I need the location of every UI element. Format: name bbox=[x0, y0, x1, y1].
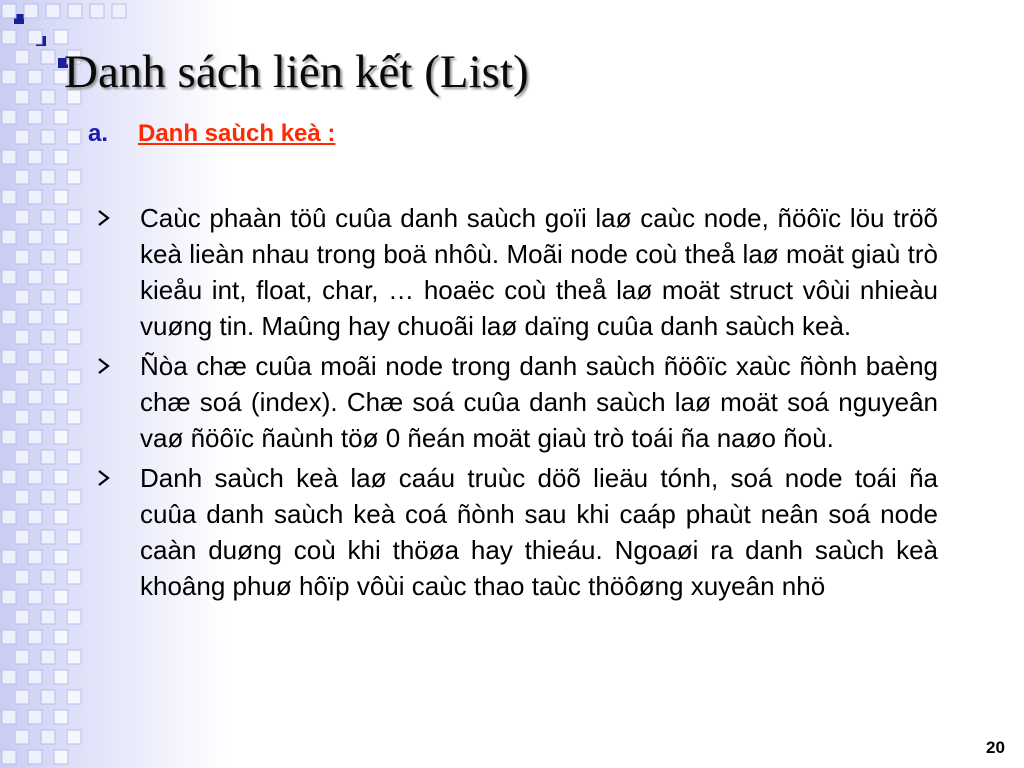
bullet-item bbox=[88, 460, 938, 604]
bullet-text: Caùc phaàn töû cuûa danh saùch goïi laø caùc node, ñöôïc löu tröõ keà lieàn nhau trong boä nhôù. Moãi node coù theå laø moät giaù trò kieåu int, float, char, … hoaëc coù theå laø moät struct vôùi nhieàu vuøng tin. Maûng hay chuoãi laø daïng cuûa danh saùch keà. bbox=[140, 203, 938, 341]
bullet-item bbox=[88, 348, 938, 456]
subheading-text: Danh saùch keà : bbox=[138, 120, 336, 147]
bullet-list bbox=[88, 200, 938, 608]
bullet-item bbox=[88, 200, 938, 344]
subheading-marker: a. bbox=[88, 120, 109, 147]
bullet-text: Ñòa chæ cuûa moãi node trong danh saùch ñöôïc xaùc ñònh baèng chæ soá (index). Chæ soá cuûa danh saùch laø moät soá nguyeân vaø ñöôïc ñaùnh töø 0 ñeán moät giaù trò toái ña naøo ñoù. bbox=[140, 351, 938, 453]
arrow-bullet-icon bbox=[92, 348, 116, 384]
arrow-bullet-icon bbox=[92, 200, 116, 236]
arrow-bullet-icon bbox=[92, 460, 116, 496]
slide-title: Danh sách liên kết (List) bbox=[64, 46, 529, 98]
slide-page-number: 20 bbox=[986, 738, 1005, 757]
bullet-text: Danh saùch keà laø caáu truùc döõ lieäu tónh, soá node toái ña cuûa danh saùch keà coá ñònh sau khi caáp phaùt neân soá node caàn duøng coù khi thöøa hay thieáu. Ngoaøi ra danh saùch keà khoâng phuø hôïp vôùi caùc thao taùc thöôøng xuyeân nhö bbox=[140, 463, 938, 601]
subheading bbox=[88, 117, 335, 151]
